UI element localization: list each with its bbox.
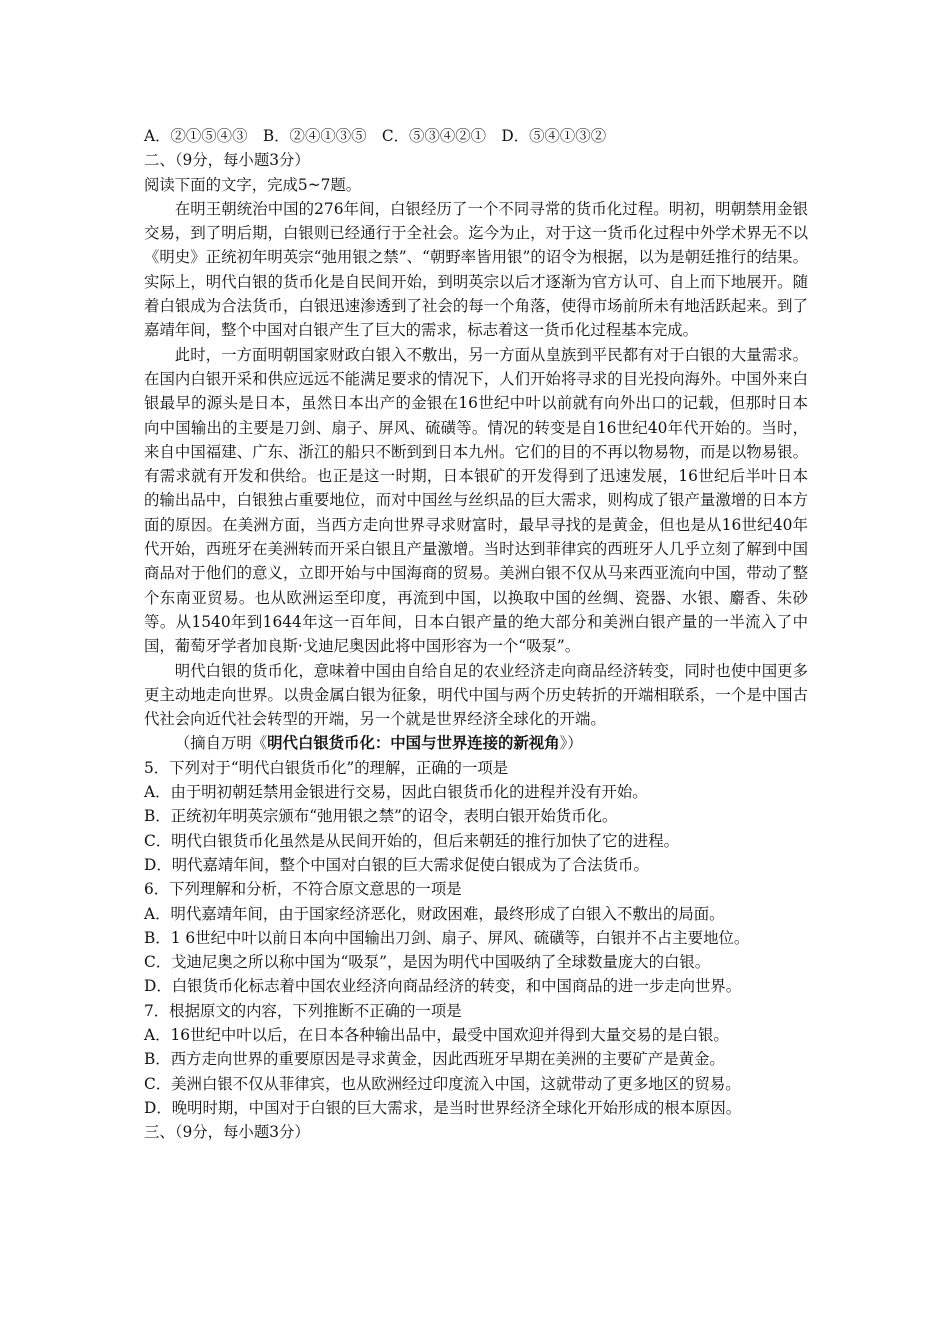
option-d: D．白银货币化标志着中国农业经济向商品经济的转变，和中国商品的进一步走向世界。 [144,977,742,996]
option-b: B．1 6世纪中叶以前日本向中国输出刀剑、扇子、屏风、硫磺等，白银并不占主要地位。 [144,928,750,947]
question-stem: 6．下列理解和分析，不符合原文意思的一项是 [144,880,462,899]
source-title: 明代白银货币化：中国与世界连接的新视角 [267,734,560,753]
passage-paragraph-3: 明代白银的货币化，意味着中国由自给自足的农业经济走向商品经济转变，同时也使中国更多更主动地走向世界。以贵金属白银为征象，明代中国与两个历史转折的开端相联系，一个是中国古代社会向近代社会转型的开端，另一个就是世界经济全球化的开端。 [144,661,808,729]
option-d: D．晚明时期，中国对于白银的巨大需求，是当时世界经济全球化开始形成的根本原因。 [144,1098,742,1117]
option-b: B．正统初年明英宗颁布“弛用银之禁”的诏令，表明白银开始货币化。 [144,807,618,826]
option-c: C．明代白银货币化虽然是从民间开始的，但后来朝廷的推行加快了它的进程。 [144,831,680,850]
section2-heading: 二、（9分，每小题3分） [144,151,310,170]
exam-page [144,124,808,1144]
passage-paragraph-1: 在明王朝统治中国的276年间，白银经历了一个不同寻常的货币化过程。明初，明朝禁用金银交易，到了明后期，白银则已经通行于全社会。迄今为止，对于这一货币化过程中外学术界无不以《明史》正统初年明英宗“弛用银之禁”、“朝野率皆用银”的诏令为根据，以为是朝廷推行的结果。实际上，明代白银的货币化是自民间开始，到明英宗以后才逐渐为官方认可、自上而下地展开。随着白银成为合法货币，白银迅速渗透到了社会的每一个角落，使得市场前所未有地活跃起来。到了嘉靖年间，整个中国对白银产生了巨大的需求，标志着这一货币化过程基本完成。 [144,199,808,340]
source-prefix: （摘自万明《 [174,734,268,753]
question-6 [144,877,808,998]
option-c: C．美洲白银不仅从菲律宾，也从欧洲经过印度流入中国，这就带动了更多地区的贸易。 [144,1074,741,1093]
passage-source [144,731,808,755]
section3-heading: 三、（9分，每小题3分） [144,1123,310,1142]
option-b: B．西方走向世界的重要原因是寻求黄金，因此西班牙早期在美洲的主要矿产是黄金。 [144,1050,725,1069]
question-stem: 5．下列对于“明代白银货币化”的理解，正确的一项是 [144,758,509,777]
option-d: D．明代嘉靖年间，整个中国对白银的巨大需求促使白银成为了合法货币。 [144,855,649,874]
source-suffix: 》） [559,734,583,753]
passage-paragraph-2: 此时，一方面明朝国家财政白银入不敷出，另一方面从皇族到平民都有对于白银的大量需求。在国内白银开采和供应远远不能满足要求的情况下，人们开始将寻求的目光投向海外。中国外来白银最早的源头是日本，虽然日本出产的金银在16世纪中叶以前就有向外出口的记载，但那时日本向中国输出的主要是刀剑、扇子、屏风、硫磺等。情况的转变是自16世纪40年代开始的。当时，来自中国福建、广东、浙江的船只不断到到日本九州。它们的目的不再以物易物，而是以物易银。有需求就有开发和供给。也正是这一时期，日本银矿的开发得到了迅速发展，16世纪后半叶日本的输出品中，白银独占重要地位，而对中国丝与丝织品的巨大需求，则构成了银产量激增的日本方面的原因。在美洲方面，当西方走向世界寻求财富时，最早寻找的是黄金，但也是从16世纪40年代开始，西班牙在美洲转而开采白银且产量激增。当时达到菲律宾的西班牙人几乎立刻了解到中国商品对于他们的意义，立即开始与中国海商的贸易。美洲白银不仅从马来西亚流向中国，带动了整个东南亚贸易。也从欧洲运至印度，再流到中国，以换取中国的丝绸、瓷器、水银、麝香、朱砂等。从1540年到1644年这一百年间，日本白银产量的绝大部分和美洲白银产量的一半流入了中国，葡萄牙学者加良斯·戈迪尼奥因此将中国形容为一个“吸泵”。 [144,345,808,656]
question-5 [144,756,808,877]
reading-instruction: 阅读下面的文字，完成5~7题。 [144,175,362,194]
option-a: A．由于明初朝廷禁用金银进行交易，因此白银货币化的进程并没有开始。 [144,783,648,802]
question-7 [144,999,808,1120]
option-c: C．戈迪尼奥之所以称中国为“吸泵”，是因为明代中国吸纳了全球数量庞大的白银。 [144,953,711,972]
question-stem: 7．根据原文的内容，下列推断不正确的一项是 [144,1001,462,1020]
option-a: A．16世纪中叶以后，在日本各种输出品中，最受中国欢迎并得到大量交易的是白银。 [144,1025,729,1044]
question4-options: A．②①⑤④③ B．②④①③⑤ C．⑤③④②① D．⑤④①③② [144,127,607,145]
option-a: A．明代嘉靖年间，由于国家经济恶化，财政困难，最终形成了白银入不敷出的局面。 [144,904,725,923]
